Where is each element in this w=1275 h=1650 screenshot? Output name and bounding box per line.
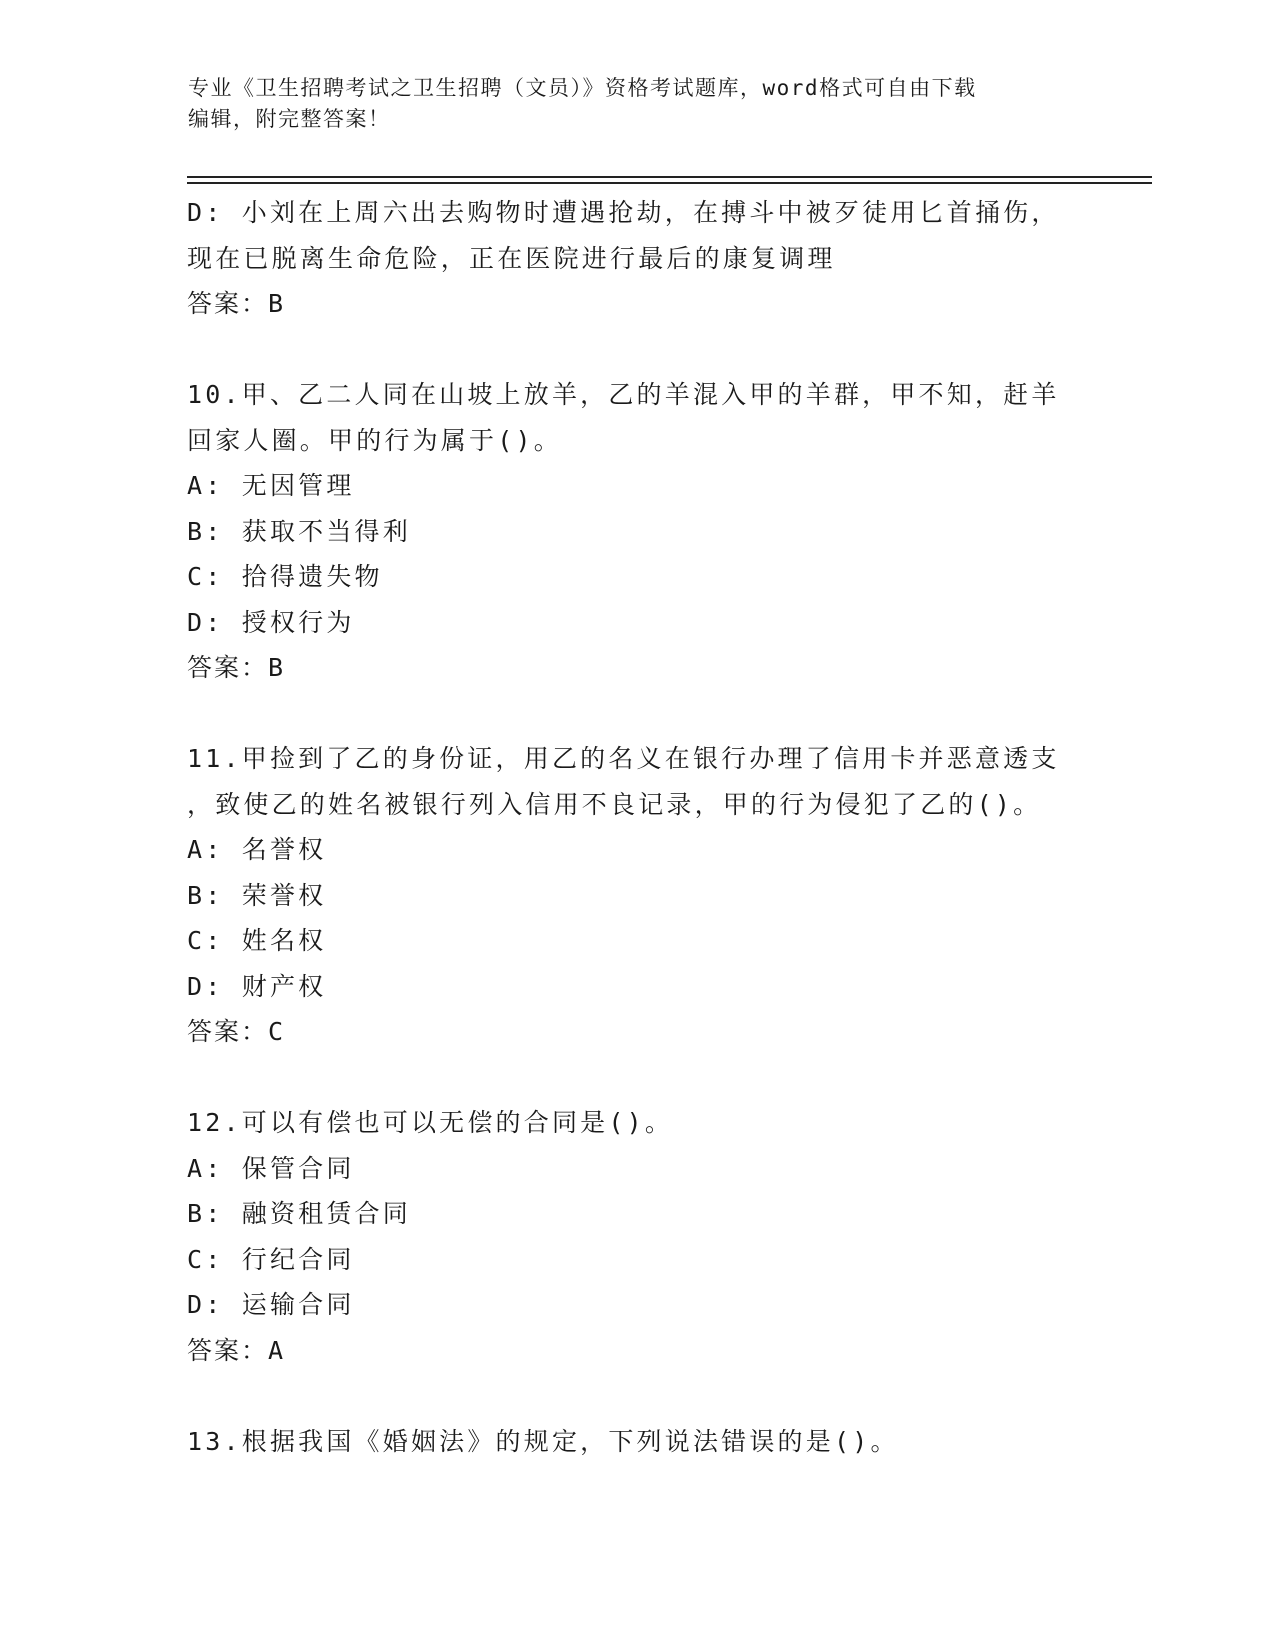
- question-13: [187, 1419, 1107, 1465]
- option-d-line-1: D: 小刘在上周六出去购物时遭遇抢劫，在搏斗中被歹徒用匕首捅伤，: [187, 198, 1060, 227]
- header-divider-bottom: [187, 182, 1152, 184]
- option-d: D: 运输合同: [187, 1290, 355, 1319]
- question-stem-line-1: 11.甲捡到了乙的身份证，用乙的名义在银行办理了信用卡并恶意透支: [187, 744, 1060, 773]
- option-d: D: 授权行为: [187, 607, 355, 637]
- answer: 答案：A: [187, 1335, 286, 1365]
- option-b: B: 荣誉权: [187, 880, 327, 910]
- option-b: B: 融资租赁合同: [187, 1199, 411, 1228]
- header-line-2: 编辑，附完整答案！: [188, 107, 391, 131]
- question-10: [187, 372, 1107, 691]
- option-c: C: 行纪合同: [187, 1244, 355, 1274]
- question-stem-line-1: 10.甲、乙二人同在山坡上放羊，乙的羊混入甲的羊群，甲不知，赶羊: [187, 380, 1060, 409]
- question-content: [187, 190, 1107, 1464]
- option-d: D: 财产权: [187, 971, 327, 1001]
- question-11: [187, 736, 1107, 1055]
- answer: 答案：C: [187, 1017, 286, 1046]
- spacer: [187, 1373, 1107, 1419]
- continued-question: [187, 190, 1107, 327]
- question-stem-line-2: 回家人圈。甲的行为属于()。: [187, 425, 562, 455]
- spacer: [187, 327, 1107, 373]
- document-header: [188, 73, 1088, 135]
- option-c: C: 姓名权: [187, 926, 327, 955]
- question-stem-line-1: 12.可以有偿也可以无偿的合同是()。: [187, 1108, 674, 1137]
- header-divider-top: [187, 176, 1152, 178]
- question-12: [187, 1100, 1107, 1373]
- option-a: A: 名誉权: [187, 835, 327, 864]
- option-c: C: 拾得遗失物: [187, 562, 383, 591]
- option-a: A: 保管合同: [187, 1153, 355, 1183]
- answer: 答案：B: [187, 289, 286, 318]
- spacer: [187, 691, 1107, 737]
- answer: 答案：B: [187, 653, 286, 682]
- option-a: A: 无因管理: [187, 471, 355, 500]
- option-b: B: 获取不当得利: [187, 516, 411, 546]
- option-d-line-2: 现在已脱离生命危险，正在医院进行最后的康复调理: [187, 243, 836, 273]
- header-line-1: 专业《卫生招聘考试之卫生招聘（文员）》资格考试题库，word格式可自由下载: [188, 76, 977, 100]
- spacer: [187, 1055, 1107, 1101]
- question-stem-line-2: ，致使乙的姓名被银行列入信用不良记录，甲的行为侵犯了乙的()。: [187, 789, 1042, 819]
- question-stem-line-1: 13.根据我国《婚姻法》的规定，下列说法错误的是()。: [187, 1426, 899, 1456]
